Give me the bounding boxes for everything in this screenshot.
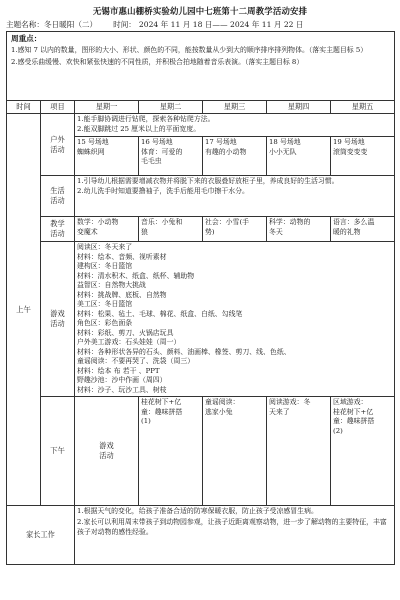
- outdoor-thursday: [267, 137, 331, 176]
- outdoor-monday-venue: 15 号场地: [77, 138, 109, 146]
- teaching-label-1: 教学: [50, 219, 65, 228]
- play-line: 童谣阅读：不要再哭了、洗袋（周三）: [77, 357, 195, 365]
- life-row: [7, 176, 395, 217]
- header-tuesday: 星期二: [139, 101, 203, 114]
- outdoor-category: [41, 114, 75, 176]
- time-label: 时间：: [113, 20, 136, 29]
- afternoon-tuesday-line: 童谣阅读：: [205, 398, 240, 406]
- outdoor-goals-row: [7, 114, 395, 137]
- parents-item: 1.根据天气的变化，给孩子准备合适的防寒保暖衣服，防止孩子受凉感冒生病。: [77, 506, 318, 515]
- goals-heading: 周重点：: [11, 34, 42, 43]
- outdoor-thursday-activity: 小小无队: [269, 147, 297, 156]
- teaching-monday: [75, 217, 139, 242]
- play-line: 建构区：冬日篮馆: [77, 262, 133, 270]
- parents-item: 2.家长可以利用周末带孩子到动物园参观，让孩子近距离观察动物，进一步了解动物的主要特征，丰富孩子对动物的感性经验。: [77, 518, 387, 536]
- time-value: 2024 年 11 月 18 日—— 2024 年 11 月 22 日: [138, 20, 304, 29]
- goal-item: 1.感知 7 以内的数量，图形的大小、形状、颜色的不同，能按数量从少到大的顺序排序排列物体。（落实主题目标 5）: [11, 46, 368, 54]
- goal-item: 2.感受乐曲缓慢、欢快和紧张快速的不同性质，并积极合拍地随着音乐表演。（落实主题目标 8）: [11, 57, 304, 66]
- teaching-wednesday-line: 势): [205, 227, 215, 236]
- afternoon-thursday-line: 区域游戏：: [333, 398, 368, 406]
- outdoor-monday: [75, 137, 139, 176]
- play-label-2: 活动: [50, 319, 65, 328]
- play-line: 材料：各种形状各异的石头、颜料、油画棒、橡签、剪刀、线、色纸、: [77, 347, 291, 356]
- afternoon-thursday: [331, 397, 395, 506]
- outdoor-friday: [331, 137, 395, 176]
- teaching-thursday-line: 冬天: [269, 227, 283, 236]
- play-line: 材料：绘本、音频、视听素材: [77, 252, 167, 261]
- play-line: 益智区：自然物大挑战: [77, 281, 146, 289]
- afternoon-play-category: [75, 397, 139, 506]
- play-line: 材料：挑战牌、底板、自然物: [77, 290, 167, 299]
- play-line: 材料：彩纸、剪刀、火锅店玩具: [77, 328, 174, 337]
- header-monday: 星期一: [75, 101, 139, 114]
- teaching-tuesday-line: 狼: [141, 227, 148, 236]
- afternoon-wednesday-line: 阅读游戏：冬: [269, 398, 311, 406]
- teaching-thursday-line: 科学：动物的: [269, 218, 311, 226]
- outdoor-label-1: 户外: [50, 134, 65, 144]
- afternoon-play-label-2: 活动: [99, 450, 114, 460]
- teaching-friday: [331, 217, 395, 242]
- outdoor-tuesday-activity: 体育：可爱的: [141, 147, 183, 156]
- teaching-label-2: 活动: [50, 229, 65, 238]
- play-line: 材料：沙子、玩沙工具、树枝: [77, 385, 167, 394]
- play-line: 美工区：冬日篮馆: [77, 300, 133, 308]
- play-content: [75, 242, 395, 397]
- afternoon-monday-line: 桂花树下+亿: [141, 398, 182, 406]
- outdoor-friday-activity: 滚筒变变变: [333, 147, 368, 156]
- teaching-monday-line: 变魔术: [77, 227, 98, 236]
- weekly-plan-document: [6, 4, 394, 565]
- morning-label: 上午: [7, 114, 41, 506]
- teaching-thursday: [267, 217, 331, 242]
- parents-label: 家长工作: [7, 505, 75, 564]
- play-row: [7, 242, 395, 397]
- life-item: 1.引导幼儿根据需要增减衣物并将脱下来的衣服叠好放柜子里，养成良好的生活习惯。: [77, 177, 339, 185]
- play-label-1: 游戏: [50, 309, 65, 318]
- life-item: 2.幼儿洗手时知道要撸袖子，洗手后能用毛巾擦干水分。: [77, 186, 249, 195]
- outdoor-thursday-venue: 18 号场地: [269, 138, 301, 146]
- afternoon-monday-line: (1): [141, 417, 151, 426]
- teaching-tuesday: [139, 217, 203, 242]
- afternoon-monday: [139, 397, 203, 506]
- header-time: 时间: [7, 101, 41, 114]
- play-line: 材料：松果、毡土、毛球、棉花、纸盒、白纸、勾线笔: [77, 309, 243, 318]
- outdoor-wednesday-venue: 17 号场地: [205, 138, 237, 146]
- teaching-row: [7, 217, 395, 242]
- afternoon-wednesday-line: 天来了: [269, 407, 290, 416]
- header-thursday: 星期四: [267, 101, 331, 114]
- teaching-tuesday-line: 音乐：小兔和: [141, 218, 183, 226]
- teaching-wednesday: [203, 217, 267, 242]
- afternoon-label: 下午: [41, 397, 75, 506]
- afternoon-thursday-line: 桂花树下+亿: [333, 407, 374, 416]
- theme-and-time-line: [6, 18, 394, 31]
- teaching-monday-line: 数学：小动物: [77, 218, 119, 226]
- teaching-wednesday-line: 社会：小雪(手: [205, 218, 250, 226]
- outdoor-tuesday-venue: 16 号场地: [141, 138, 173, 146]
- outdoor-tuesday: [139, 137, 203, 176]
- life-label-2: 活动: [50, 196, 65, 205]
- outdoor-goal: 2.能双脚跳过 25 厘米以上的平面宽度。: [77, 124, 201, 133]
- outdoor-monday-activity: 蜘蛛织网: [77, 147, 105, 156]
- outdoor-tuesday-activity-2: 毛毛虫: [141, 157, 162, 166]
- teaching-friday-line: 暖的礼物: [333, 227, 361, 236]
- outdoor-goal: 1.能手脚协调进行钻爬，探索各种钻爬方法。: [77, 115, 215, 123]
- afternoon-wednesday: [267, 397, 331, 506]
- outdoor-friday-venue: 19 号场地: [333, 138, 365, 146]
- table-header-row: [7, 101, 395, 114]
- teaching-friday-line: 语言：多么温: [333, 218, 375, 226]
- header-friday: 星期五: [331, 101, 395, 114]
- header-item: 项目: [41, 101, 75, 114]
- goals-row: [7, 32, 395, 101]
- play-category: [41, 242, 75, 397]
- afternoon-tuesday-line: 逃家小兔: [205, 407, 233, 416]
- theme-label: 主题名称：: [6, 20, 44, 29]
- parents-row: [7, 505, 395, 564]
- schedule-table: [6, 31, 395, 565]
- life-content: [75, 176, 395, 217]
- outdoor-wednesday-activity: 有趣的小动物: [205, 147, 247, 156]
- outdoor-wednesday: [203, 137, 267, 176]
- afternoon-play-label-1: 游戏: [99, 440, 114, 450]
- outdoor-goals: [75, 114, 395, 137]
- theme-value: 冬日暖阳（二）: [43, 20, 98, 29]
- afternoon-thursday-line: 童：趣味拼搭: [333, 417, 375, 426]
- parents-content: [75, 505, 395, 564]
- page-title: 无锡市惠山棚桥实验幼儿园中七班第十二周教学活动安排: [92, 6, 308, 16]
- afternoon-thursday-line: (2): [333, 426, 343, 435]
- header-wednesday: 星期三: [203, 101, 267, 114]
- life-label-1: 生活: [50, 186, 65, 195]
- play-line: 材料：清水积木、纸盒、纸杯、辅助物: [77, 271, 195, 280]
- play-line: 户外美工游戏：石头娃娃（周一）: [77, 338, 181, 346]
- play-line: 材料：绘本 布 若干 、PPT: [77, 366, 160, 375]
- life-category: [41, 176, 75, 217]
- teaching-category: [41, 217, 75, 242]
- afternoon-row: [7, 397, 395, 506]
- afternoon-monday-line: 童：趣味拼搭: [141, 407, 183, 416]
- play-line: 角色区：彩色面条: [77, 319, 133, 327]
- play-line: 野趣沙池：沙中作画（周四）: [77, 376, 167, 384]
- outdoor-label-2: 活动: [50, 144, 65, 154]
- play-line: 阅读区：冬天来了: [77, 243, 133, 251]
- afternoon-tuesday: [203, 397, 267, 506]
